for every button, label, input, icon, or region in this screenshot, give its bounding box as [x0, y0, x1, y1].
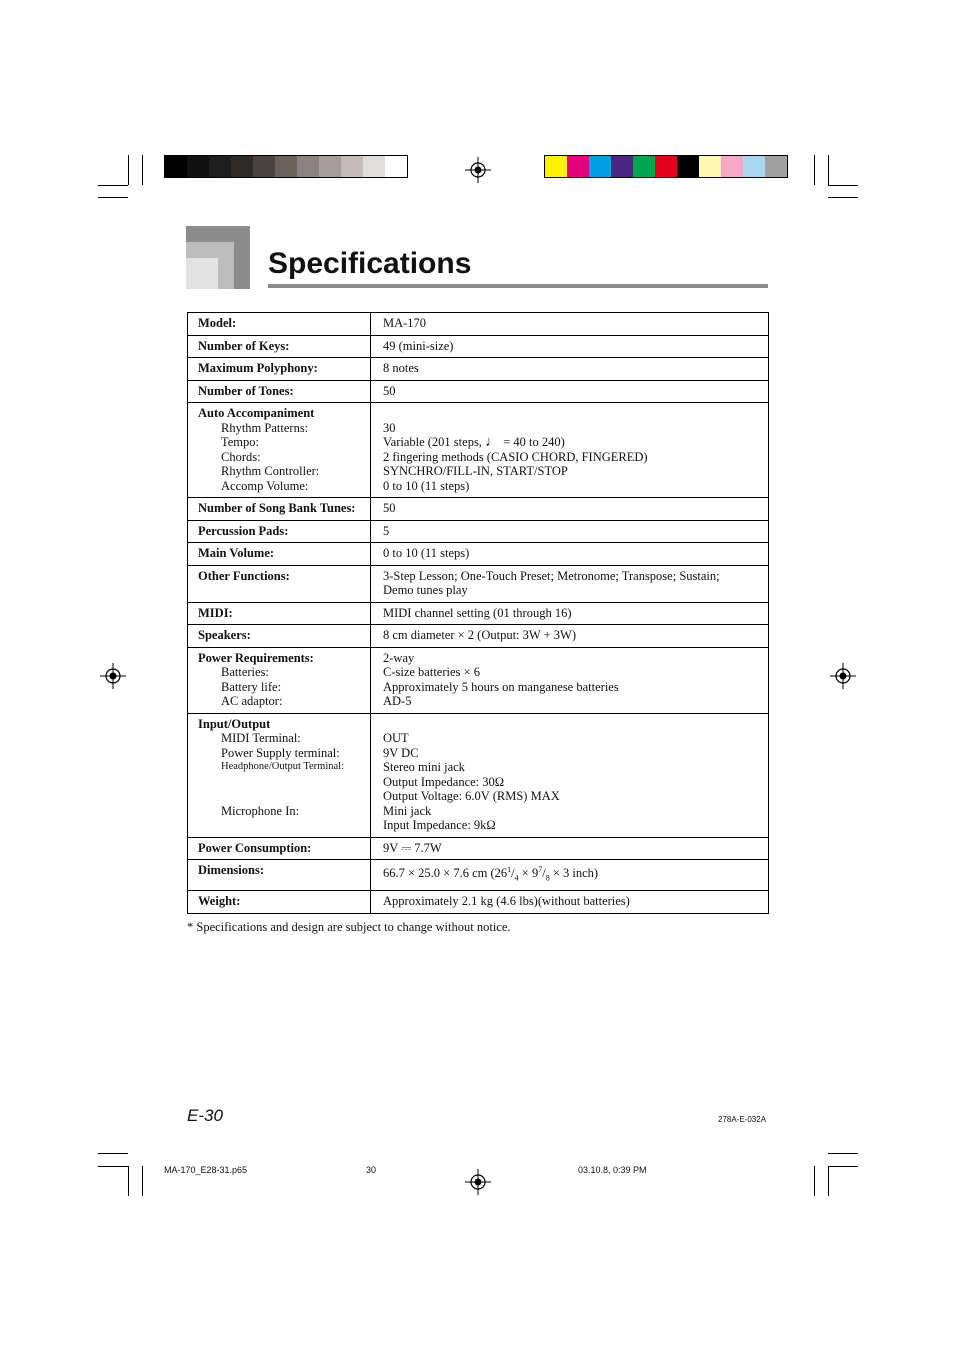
- spec-label: Number of Tones:: [188, 380, 371, 403]
- color-swatch: [699, 156, 721, 177]
- spec-value: MA-170: [371, 313, 769, 336]
- spec-label: MIDI:: [188, 602, 371, 625]
- spec-value: 3-Step Lesson; One-Touch Preset; Metronome; Transpose; Sustain;: [383, 568, 720, 583]
- spec-value: 8 notes: [371, 358, 769, 381]
- color-calibration-bar: [544, 155, 788, 178]
- color-swatch: [655, 156, 677, 177]
- spec-value: Stereo mini jack: [383, 760, 465, 774]
- crop-mark: [828, 1166, 829, 1196]
- spec-label: Weight:: [188, 891, 371, 914]
- spec-sublabel: Rhythm Patterns:: [221, 420, 309, 435]
- fraction-slash: /: [511, 866, 515, 881]
- registration-mark-icon: [100, 663, 126, 689]
- fraction-denominator: 8: [545, 873, 550, 883]
- gray-calibration-bar: [164, 155, 408, 178]
- fraction-slash: /: [542, 866, 546, 881]
- spec-value: 50: [371, 498, 769, 521]
- color-swatch: [385, 156, 407, 177]
- spec-label: Other Functions:: [188, 565, 371, 602]
- spec-value-part: 66.7 × 25.0 × 7.6 cm (26: [383, 866, 508, 881]
- spec-label: Main Volume:: [188, 543, 371, 566]
- spec-sublabel: Accomp Volume:: [221, 478, 309, 493]
- spec-value-part: Variable (201 steps,: [383, 435, 486, 449]
- table-row: [188, 498, 769, 521]
- spec-label: Number of Keys:: [188, 335, 371, 358]
- spec-sublabel: Battery life:: [221, 679, 282, 694]
- spec-value: [371, 837, 769, 860]
- table-row: [188, 403, 769, 498]
- spec-value: C-size batteries × 6: [383, 665, 480, 679]
- spec-sublabel: Chords:: [221, 449, 261, 464]
- spec-label: Power Consumption:: [188, 837, 371, 860]
- color-swatch: [165, 156, 187, 177]
- crop-mark: [814, 155, 815, 185]
- color-swatch: [721, 156, 743, 177]
- spec-value: [383, 435, 768, 450]
- document-code: 278A-E-032A: [718, 1115, 767, 1124]
- spec-value: 0 to 10 (11 steps): [383, 478, 470, 493]
- spec-value-part: 9V: [383, 840, 402, 855]
- spec-value: MIDI channel setting (01 through 16): [371, 602, 769, 625]
- registration-mark-icon: [465, 157, 491, 183]
- spec-sublabel: Tempo:: [221, 435, 260, 449]
- spec-value-part: 7.7W: [411, 840, 442, 855]
- color-swatch: [319, 156, 341, 177]
- spec-label: Input/Output: [198, 716, 271, 731]
- table-row: [188, 313, 769, 336]
- table-row: [188, 543, 769, 566]
- table-row: [188, 647, 769, 713]
- crop-mark: [98, 1153, 128, 1154]
- table-row: [188, 565, 769, 602]
- spec-label: Dimensions:: [188, 860, 371, 891]
- color-swatch: [275, 156, 297, 177]
- spec-value: 8 cm diameter × 2 (Output: 3W + 3W): [371, 625, 769, 648]
- spec-value: Mini jack: [383, 803, 432, 818]
- color-swatch: [209, 156, 231, 177]
- spec-value: AD-5: [383, 694, 412, 708]
- crop-mark: [142, 1166, 143, 1196]
- spec-value-group: [371, 403, 769, 498]
- crop-mark: [828, 185, 858, 186]
- color-swatch: [611, 156, 633, 177]
- color-swatch: [589, 156, 611, 177]
- print-date: 03.10.8, 0:39 PM: [578, 1165, 647, 1175]
- crop-mark: [142, 155, 143, 185]
- color-swatch: [363, 156, 385, 177]
- spec-label: Speakers:: [188, 625, 371, 648]
- spec-sublabel: MIDI Terminal:: [221, 731, 301, 745]
- table-row: [188, 891, 769, 914]
- page-title: Specifications: [268, 247, 472, 280]
- spec-value: 49 (mini-size): [371, 335, 769, 358]
- spec-label: Number of Song Bank Tunes:: [188, 498, 371, 521]
- table-row: [188, 380, 769, 403]
- spec-value: 50: [371, 380, 769, 403]
- spec-value-group: [371, 565, 769, 602]
- title-underline: [268, 284, 768, 288]
- table-row: [188, 520, 769, 543]
- color-swatch: [633, 156, 655, 177]
- spec-sublabel: Headphone/Output Terminal:: [221, 761, 345, 772]
- color-swatch: [743, 156, 765, 177]
- spec-label: Power Requirements:: [198, 650, 314, 665]
- spec-label: Maximum Polyphony:: [188, 358, 371, 381]
- dc-symbol-icon: ⎓: [401, 840, 412, 855]
- color-swatch: [341, 156, 363, 177]
- table-row: [188, 335, 769, 358]
- spec-value: Output Impedance: 30Ω: [383, 774, 505, 789]
- color-swatch: [231, 156, 253, 177]
- color-swatch: [677, 156, 699, 177]
- spec-value: Approximately 2.1 kg (4.6 lbs)(without batteries): [371, 891, 769, 914]
- spec-value-part: = 40 to 240): [500, 435, 565, 449]
- spec-value: 30: [383, 420, 396, 435]
- quarter-note-icon: ♩: [485, 434, 501, 450]
- spec-value: 9V DC: [383, 745, 419, 760]
- spec-value: 2 fingering methods (CASIO CHORD, FINGERED): [383, 449, 648, 464]
- registration-mark-icon: [830, 663, 856, 689]
- spec-sublabel: Batteries:: [221, 665, 269, 679]
- spec-value-part: × 3 inch): [549, 866, 599, 881]
- spec-label: Model:: [188, 313, 371, 336]
- spec-value: Approximately 5 hours on manganese batteries: [383, 679, 619, 694]
- spec-sublabel: Rhythm Controller:: [221, 464, 320, 478]
- crop-mark: [128, 1166, 129, 1196]
- table-row: [188, 625, 769, 648]
- table-row: [188, 860, 769, 891]
- spec-label-group: [188, 647, 371, 713]
- spec-value: Output Voltage: 6.0V (RMS) MAX: [383, 789, 560, 803]
- color-swatch: [297, 156, 319, 177]
- crop-mark: [98, 197, 128, 198]
- spec-label-group: [188, 403, 371, 498]
- spec-value: Demo tunes play: [383, 583, 468, 597]
- spec-value: Input Impedance: 9kΩ: [383, 818, 496, 832]
- spec-value-group: [371, 647, 769, 713]
- spec-value: 5: [371, 520, 769, 543]
- spec-label: Auto Accompaniment: [198, 406, 315, 420]
- spec-label-group: [188, 713, 371, 837]
- crop-mark: [128, 155, 129, 185]
- color-swatch: [253, 156, 275, 177]
- crop-mark: [814, 1166, 815, 1196]
- specifications-table: [187, 312, 769, 914]
- footnote: * Specifications and design are subject to change without notice.: [187, 920, 511, 934]
- color-swatch: [765, 156, 787, 177]
- spec-value: 2-way: [383, 650, 415, 665]
- spec-value: [371, 860, 769, 891]
- print-page-number: 30: [366, 1165, 377, 1175]
- table-row: [188, 602, 769, 625]
- page-number: E-30: [187, 1106, 223, 1125]
- crop-mark: [828, 197, 858, 198]
- spec-value-part: × 9: [518, 866, 539, 881]
- spec-sublabel: AC adaptor:: [221, 694, 283, 708]
- crop-mark: [98, 1166, 128, 1167]
- crop-mark: [828, 155, 829, 185]
- table-row: [188, 358, 769, 381]
- table-row: [188, 837, 769, 860]
- fraction-numerator: 7: [538, 865, 543, 874]
- table-row: [188, 713, 769, 837]
- print-file-name: MA-170_E28-31.p65: [164, 1165, 248, 1175]
- crop-mark: [828, 1153, 858, 1154]
- crop-mark: [828, 1166, 858, 1167]
- color-swatch: [187, 156, 209, 177]
- color-swatch: [545, 156, 567, 177]
- fraction-denominator: 4: [514, 873, 519, 883]
- spec-value-group: [371, 713, 769, 837]
- registration-mark-icon: [465, 1169, 491, 1195]
- spec-value: SYNCHRO/FILL-IN, START/STOP: [383, 464, 568, 478]
- spec-value: 0 to 10 (11 steps): [371, 543, 769, 566]
- crop-mark: [98, 185, 128, 186]
- spec-label: Percussion Pads:: [188, 520, 371, 543]
- spec-value: OUT: [383, 731, 409, 745]
- fraction-numerator: 1: [507, 865, 512, 874]
- spec-sublabel: Power Supply terminal:: [221, 745, 340, 760]
- spec-sublabel: Microphone In:: [221, 803, 300, 818]
- color-swatch: [567, 156, 589, 177]
